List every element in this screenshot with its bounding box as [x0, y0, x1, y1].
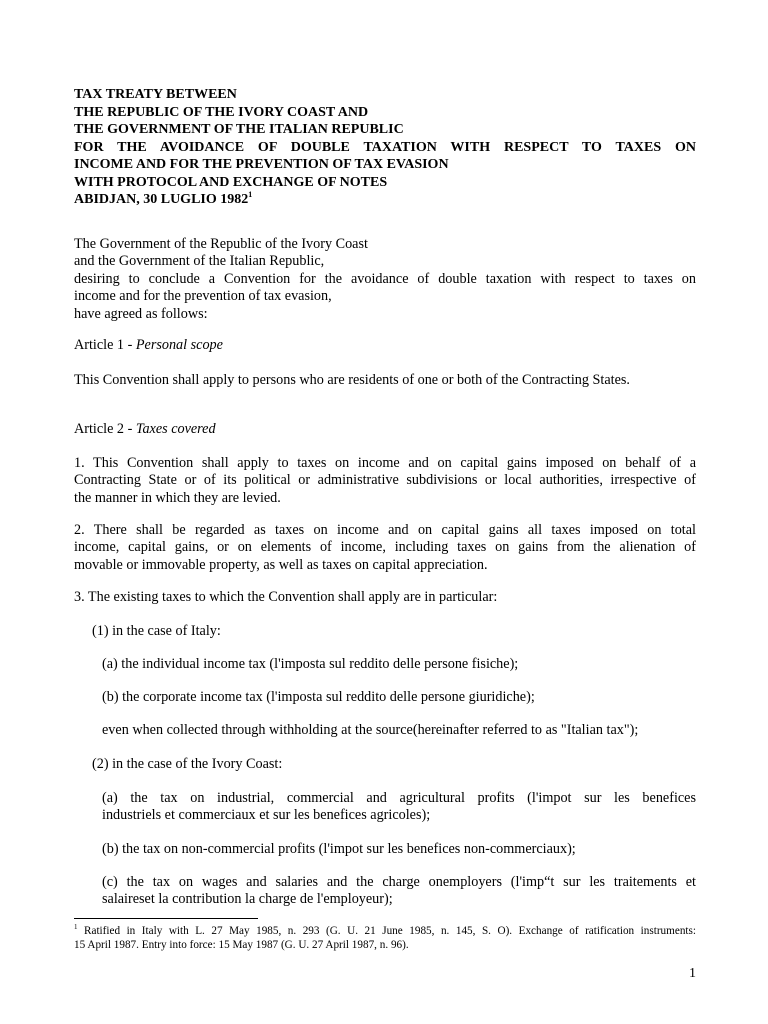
paragraph-line: movable or immovable property, as well as taxes on capital appreciation. [74, 556, 488, 573]
list-item: (a) the individual income tax (l'imposta sul reddito delle persone fisiche); [102, 656, 519, 672]
preamble [74, 236, 696, 323]
article-2-paragraph-2 [74, 522, 696, 574]
article-2-paragraph-1 [74, 455, 696, 507]
italy-tax-note [74, 722, 696, 739]
list-heading: (1) in the case of Italy: [92, 623, 221, 639]
article-paragraph: 3. The existing taxes to which the Convention shall apply are in particular: [74, 589, 498, 605]
paragraph-line: income, capital gains, or on elements of income, including taxes on gains from the alienation of [74, 539, 696, 556]
list-item-line: industriels et commerciaux et sur les benefices agricoles); [102, 807, 431, 824]
article-label: Article 1 - [74, 337, 136, 353]
preamble-line: desiring to conclude a Convention for the avoidance of double taxation with respect to taxes on [74, 270, 696, 287]
list-item: (b) the corporate income tax (l'imposta sul reddito delle persone giuridiche); [102, 689, 535, 705]
article-title: Taxes covered [135, 421, 216, 437]
article-paragraph: This Convention shall apply to persons who are residents of one or both of the Contracting States. [74, 372, 630, 388]
title-line: THE GOVERNMENT OF THE ITALIAN REPUBLIC [74, 122, 404, 137]
ivory-coast-tax-a [74, 790, 696, 825]
paragraph-line: Contracting State or of its political or administrative subdivisions or local authorities, irrespective of [74, 472, 696, 489]
paragraph-line: the manner in which they are levied. [74, 489, 281, 506]
title-line: TAX TREATY BETWEEN [74, 87, 237, 102]
document-page [74, 0, 696, 1024]
title-line: WITH PROTOCOL AND EXCHANGE OF NOTES [74, 174, 388, 190]
list-item-line: salaireset la contribution la charge de l'employeur); [102, 891, 393, 908]
footnote-text: Ratified in Italy with L. 27 May 1985, n. 293 (G. U. 21 June 1985, n. 145, S. O). Exchange of ratification instruments: [77, 925, 696, 937]
title-line: FOR THE AVOIDANCE OF DOUBLE TAXATION WITH RESPECT TO TAXES ON [74, 139, 696, 155]
italy-taxes-heading [74, 623, 696, 640]
list-item: even when collected through withholding at the source(hereinafter referred to as "Italian tax"); [102, 722, 639, 738]
title-date: ABIDJAN, 30 LUGLIO 1982 [74, 192, 249, 207]
paragraph-line: 1. This Convention shall apply to taxes on income and on capital gains imposed on behalf of a [74, 455, 696, 471]
article-1-text [74, 372, 696, 389]
footnote-separator [74, 918, 258, 919]
title-date-line [74, 191, 696, 209]
ivory-coast-tax-c [74, 874, 696, 909]
list-item-line: (a) the tax on industrial, commercial and agricultural profits (l'impot sur les benefices [102, 790, 696, 806]
ivory-coast-taxes-heading [74, 756, 696, 773]
article-2-heading [74, 421, 696, 438]
paragraph-line: 2. There shall be regarded as taxes on income and on capital gains all taxes imposed on total [74, 522, 696, 538]
preamble-line: and the Government of the Italian Republic, [74, 253, 325, 270]
treaty-title [74, 86, 696, 209]
article-label: Article 2 - [74, 421, 136, 437]
list-item: (b) the tax on non-commercial profits (l'impot sur les benefices non-commerciaux); [102, 841, 576, 857]
list-item-line: (c) the tax on wages and salaries and the charge onemployers (l'imp“t sur les traitements et [102, 874, 696, 890]
preamble-line: income and for the prevention of tax evasion, [74, 288, 332, 305]
title-line: THE REPUBLIC OF THE IVORY COAST AND [74, 104, 369, 120]
article-1-heading [74, 337, 696, 354]
ivory-coast-tax-b [74, 841, 696, 858]
footnote-reference[interactable]: 1 [248, 190, 253, 199]
italy-tax-a [74, 656, 696, 673]
title-line: INCOME AND FOR THE PREVENTION OF TAX EVASION [74, 157, 449, 172]
page-number: 1 [689, 966, 696, 981]
article-2-paragraph-3 [74, 589, 696, 606]
footnote-line [74, 924, 696, 938]
footnote-marker: 1 [74, 923, 78, 931]
list-heading: (2) in the case of the Ivory Coast: [92, 756, 283, 772]
footnote [74, 924, 696, 952]
preamble-line: The Government of the Republic of the Ivory Coast [74, 236, 368, 252]
footnote-line: 15 April 1987. Entry into force: 15 May 1987 (G. U. 27 April 1987, n. 96). [74, 939, 409, 951]
preamble-line: have agreed as follows: [74, 305, 208, 322]
italy-tax-b [74, 689, 696, 706]
article-title: Personal scope [135, 337, 223, 353]
